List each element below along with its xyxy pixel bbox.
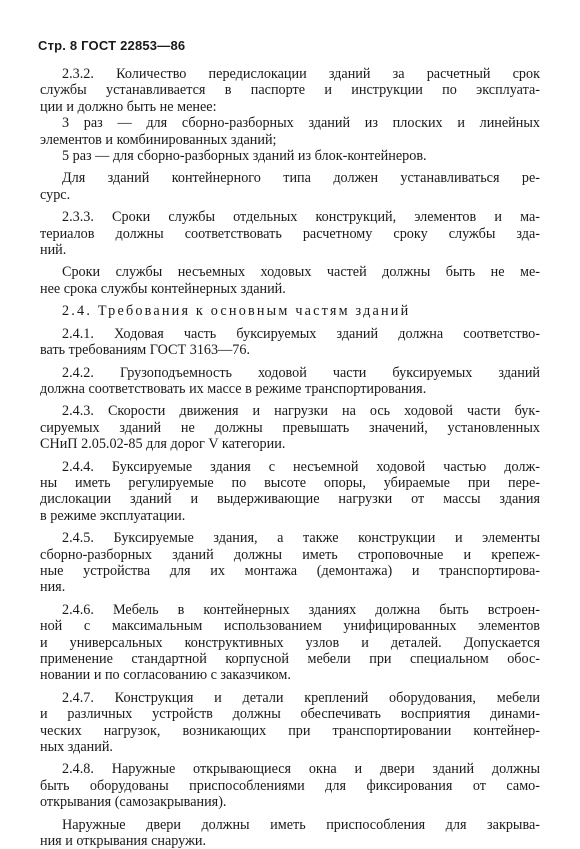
paragraph: [40, 458, 540, 525]
text-line: ний.: [40, 242, 67, 259]
text-line: вать требованиям ГОСТ 3163—76.: [40, 342, 251, 359]
paragraph: [40, 601, 540, 684]
text-line: сурс.: [40, 186, 71, 203]
text-line: и универсальных конструктивных узлов и деталей. Допускается: [40, 634, 540, 651]
text-line: 2.4. Требования к основным частям зданий: [62, 303, 411, 320]
text-line: элементов и комбинированных зданий;: [40, 131, 277, 148]
paragraph: [40, 170, 540, 203]
text-line: и различных устройств должны обеспечивать восприятия динами-: [40, 706, 540, 723]
text-line: быть оборудованы приспособлениями для фиксирования от само-: [40, 777, 540, 794]
text-line: Наружные двери должны иметь приспособления для закрыва-: [62, 816, 540, 833]
text-line: териалов должны соответствовать расчетному сроку службы зда-: [40, 225, 540, 242]
text-line: ных зданий.: [40, 739, 113, 756]
text-line: ны иметь регулируемые по высоте опоры, убираемые при пере-: [40, 474, 540, 491]
text-line: 2.4.7. Конструкция и детали креплений оборудования, мебели: [62, 689, 540, 706]
paragraph: [40, 403, 540, 453]
paragraph: [40, 689, 540, 756]
text-line: нее срока службы контейнерных зданий.: [40, 280, 286, 297]
text-line: применение стандартной корпусной мебели при специальном обос-: [40, 651, 540, 667]
text-line: Для зданий контейнерного типа должен устанавливаться ре-: [62, 170, 540, 187]
text-line: ческих нагрузок, возникающих при транспортировании контейнер-: [40, 722, 540, 739]
paragraph: [40, 364, 540, 398]
text-line: ной с максимальным использованием унифицированных элементов: [40, 618, 540, 635]
text-line: Сроки службы несъемных ходовых частей должны быть не ме-: [62, 264, 540, 281]
section-heading: [62, 303, 540, 319]
text-line: открывания (самозакрывания).: [40, 794, 227, 811]
paragraph: [40, 66, 540, 165]
document-body: [40, 66, 540, 849]
text-line: новании и по согласованию с заказчиком.: [40, 667, 291, 684]
text-line: 2.4.3. Скорости движения и нагрузки на ось ходовой части бук-: [62, 403, 540, 420]
text-line: 2.4.5. Буксируемые здания, а также конструкции и элементы: [62, 530, 540, 547]
paragraph: [40, 530, 540, 596]
text-line: 2.4.4. Буксируемые здания с несъемной ходовой частью долж-: [62, 458, 540, 475]
paragraph: [40, 209, 540, 259]
text-line: ния и открывания снаружи.: [40, 833, 207, 849]
text-line: 5 раз — для сборно-разборных зданий из блок-контейнеров.: [62, 148, 427, 165]
text-line: сборно-разборных зданий должны иметь строповочные и крепеж-: [40, 546, 540, 563]
text-line: 2.4.6. Мебель в контейнерных зданиях должна быть встроен-: [62, 601, 540, 618]
text-line: ции и должно быть не менее:: [40, 98, 217, 115]
page-header: Стр. 8 ГОСТ 22853—86: [38, 38, 186, 53]
text-line: 2.3.3. Сроки службы отдельных конструкций, элементов и ма-: [62, 209, 540, 226]
text-line: 2.4.8. Наружные открывающиеся окна и двери зданий должны: [62, 761, 540, 778]
text-line: 2.4.2. Грузоподъемность ходовой части буксируемых зданий: [62, 364, 540, 381]
text-line: ные устройства для их монтажа (демонтажа) и транспортирова-: [40, 562, 540, 579]
text-line: должна соответствовать их массе в режиме транспортирования.: [40, 380, 427, 397]
text-line: ния.: [40, 579, 66, 596]
paragraph: [40, 264, 540, 297]
paragraph: [40, 761, 540, 811]
text-line: службы устанавливается в паспорте и инструкции по эксплуата-: [40, 82, 540, 99]
text-line: 2.4.1. Ходовая часть буксируемых зданий должна соответство-: [62, 325, 540, 342]
text-line: дислокации зданий и выдерживающие нагрузки от массы здания: [40, 491, 540, 508]
text-line: в режиме эксплуатации.: [40, 507, 186, 524]
text-line: 3 раз — для сборно-разборных зданий из плоских и линейных: [62, 115, 540, 132]
text-line: сируемых зданий не должны превышать значений, установленных: [40, 419, 540, 436]
text-line: СНиП 2.05.02-85 для дорог V категории.: [40, 436, 286, 453]
paragraph: [40, 816, 540, 849]
paragraph: [40, 325, 540, 359]
text-line: 2.3.2. Количество передислокации зданий за расчетный срок: [62, 66, 540, 82]
